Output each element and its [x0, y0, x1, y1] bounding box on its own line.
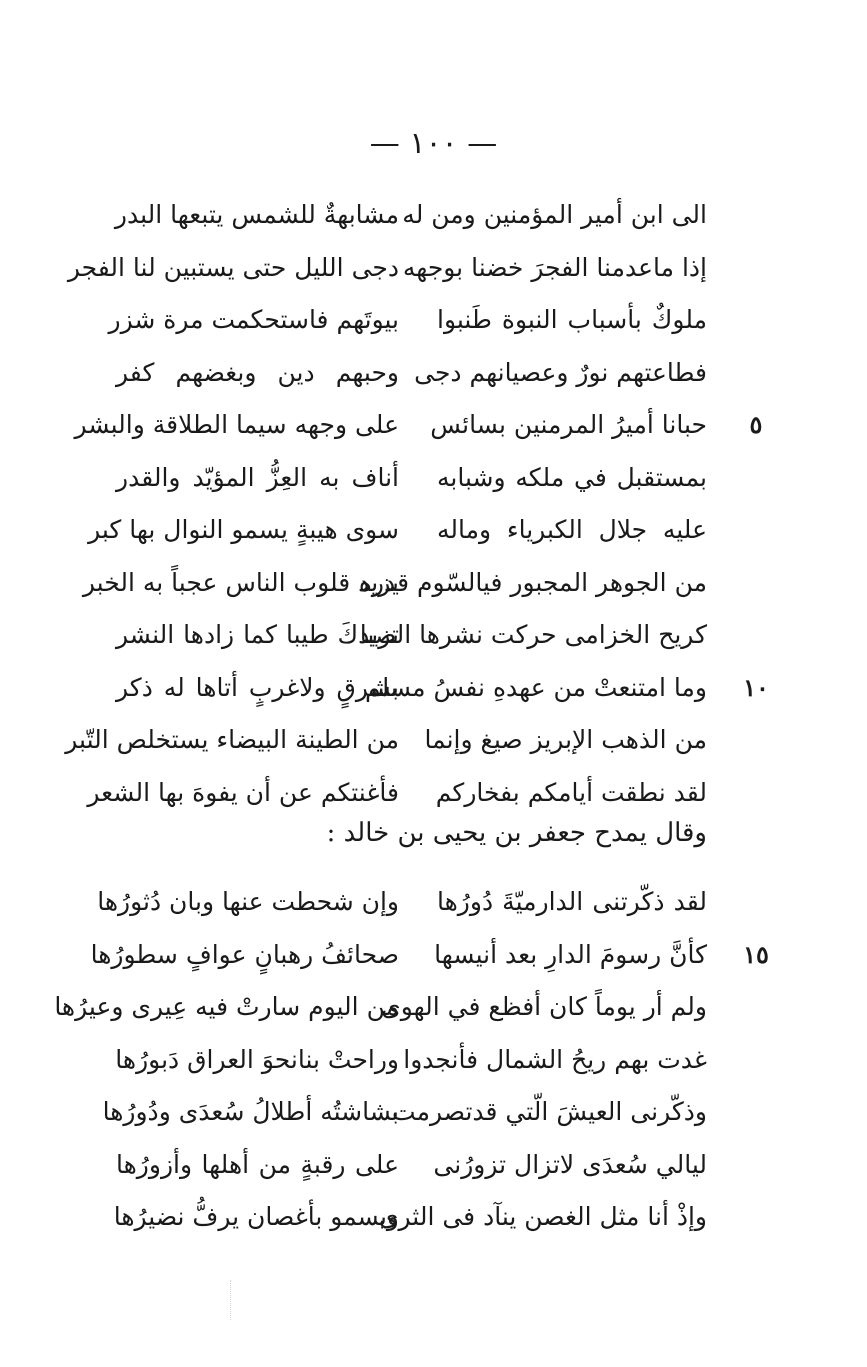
verse-line — [0, 980, 867, 1033]
verse-first-hemistich: عليه جلال الكبرياء وماله — [437, 515, 707, 544]
verse-line — [0, 1138, 867, 1191]
verse-line — [0, 293, 867, 346]
verse-line — [0, 1033, 867, 1086]
verse-second-hemistich: على وجهه سيما الطلاقة والبشر — [74, 410, 399, 439]
verse-second-hemistich: أناف به العِزُّ المؤيّد والقدر — [116, 462, 399, 492]
verse-second-hemistich: من الطينة البيضاء يستخلص التّبر — [65, 725, 399, 754]
verse-second-hemistich: بيوتَهم فاستحكمت مرة شزر — [108, 305, 399, 334]
verse-first-hemistich: بمستقبل في ملكه وشبابه — [437, 462, 707, 492]
verse-first-hemistich: من الجوهر المجبور فيالسّوم قدره — [358, 567, 707, 597]
verse-first-hemistich: الى ابن أمير المؤمنين ومن له — [402, 200, 707, 229]
verse-second-hemistich: بشرقٍ ولاغربٍ أتاها له ذكر — [116, 672, 399, 702]
verse-line — [0, 451, 867, 504]
verse-line — [0, 1190, 867, 1243]
verse-line — [0, 608, 867, 661]
verse-first-hemistich: وما امتنعتْ من عهدهِ نفسُ مسلم — [364, 672, 707, 702]
verse-line-number — [736, 346, 776, 399]
verse-first-hemistich: وإذْ أنا مثل الغصن ينآد فى الثرى — [378, 1202, 707, 1231]
verse-second-hemistich: وراحتْ بنانحوَ العراق دَبورُها — [115, 1044, 399, 1074]
verse-second-hemistich: دجى الليل حتى يستبين لنا الفجر — [67, 252, 399, 282]
verse-line-number — [736, 608, 776, 661]
verse-line-number — [736, 188, 776, 241]
verse-line — [0, 503, 867, 556]
verse-line — [0, 556, 867, 609]
poem-heading: وقال يمدح جعفر بن يحيى بن خالد : — [326, 818, 707, 848]
verse-first-hemistich: فطاعتهم نورٌ وعصيانهم دجى — [414, 357, 707, 387]
verse-line-number — [736, 1033, 776, 1086]
verse-line-number — [736, 556, 776, 609]
verse-first-hemistich: لقد ذكّرتنى الدارميّةَ دُورُها — [437, 887, 707, 916]
verse-line-number — [736, 293, 776, 346]
verse-second-hemistich: على رقبةٍ من أهلها وأزورُها — [116, 1149, 399, 1179]
verse-first-hemistich: وذكّرنى العيشَ الّتي قدتصرمت — [392, 1097, 707, 1126]
verse-line — [0, 875, 867, 928]
verse-second-hemistich: وإن شحطت عنها وبان دُثورُها — [97, 887, 399, 916]
verse-line-number — [736, 503, 776, 556]
verse-first-hemistich: لقد نطقت أيامكم بفخاركم — [435, 777, 707, 807]
verse-line-number — [736, 1190, 776, 1243]
verse-second-hemistich: سوى هيبةٍ يسمو النوال بها كبر — [88, 515, 399, 544]
verse-first-hemistich: ملوكٌ بأسباب النبوة طَنبوا — [437, 305, 707, 334]
verse-first-hemistich: ليالي سُعدَى لاتزال تزورُنى — [433, 1149, 707, 1179]
verse-second-hemistich: وحبهم دين وبغضهم كفر — [116, 357, 399, 387]
verse-first-hemistich: حبانا أميرُ المرمنين بسائس — [430, 410, 707, 439]
verse-line-number: ١٠ — [743, 672, 769, 702]
verse-line — [0, 188, 867, 241]
verse-second-hemistich: يزيد قلوب الناس عجباً به الخبر — [82, 567, 399, 597]
verse-line-number — [736, 1085, 776, 1138]
verse-first-hemistich: من الذهب الإبريز صيغ وإنما — [424, 725, 707, 754]
page-number: — ١٠٠ — — [369, 126, 498, 161]
margin-mark — [230, 1280, 232, 1320]
verse-first-hemistich: غدت بهم ريحُ الشمال فأنجدوا — [403, 1044, 707, 1074]
verse-second-hemistich: من اليوم سارتْ فيه عِيرى وعيرُها — [54, 992, 399, 1021]
verse-second-hemistich: فأغنتكم عن أن يفوهَ بها الشعر — [87, 777, 399, 807]
verse-second-hemistich: ويسمو بأغصان يرفُّ نضيرُها — [113, 1202, 399, 1231]
verse-line — [0, 661, 867, 714]
verse-line — [0, 713, 867, 766]
verse-line-number — [736, 1138, 776, 1191]
verse-line-number — [736, 980, 776, 1033]
verse-first-hemistich: كأنَّ رسومَ الدارِ بعد أنيسها — [434, 939, 707, 969]
verse-second-hemistich: صحائفُ رهبانٍ عوافٍ سطورُها — [90, 939, 399, 969]
verse-line-number — [736, 713, 776, 766]
verse-line-number — [736, 241, 776, 294]
verse-line — [0, 241, 867, 294]
verse-second-hemistich: تزيدكَ طيبا كما زادها النشر — [116, 620, 399, 649]
verse-line-number: ١٥ — [743, 939, 769, 969]
verse-line — [0, 398, 867, 451]
verse-line-number — [736, 766, 776, 819]
verse-line-number — [736, 875, 776, 928]
verse-line — [0, 928, 867, 981]
verse-second-hemistich: بشاشتُه أطلالُ سُعدَى ودُورُها — [102, 1097, 399, 1126]
verse-line-number — [736, 451, 776, 504]
verse-line-number: ٥ — [749, 410, 763, 439]
verse-line — [0, 346, 867, 399]
verse-first-hemistich: ولم أر يوماً كان أفظع في الهوى — [381, 992, 707, 1021]
verse-line — [0, 1085, 867, 1138]
verse-first-hemistich: كريح الخزامى حركت نشرها الصبا — [359, 620, 707, 649]
verse-second-hemistich: مشابهةٌ للشمس يتبعها البدر — [114, 200, 399, 229]
verse-first-hemistich: إذا ماعدمنا الفجرَ خضنا بوجهه — [402, 252, 707, 282]
